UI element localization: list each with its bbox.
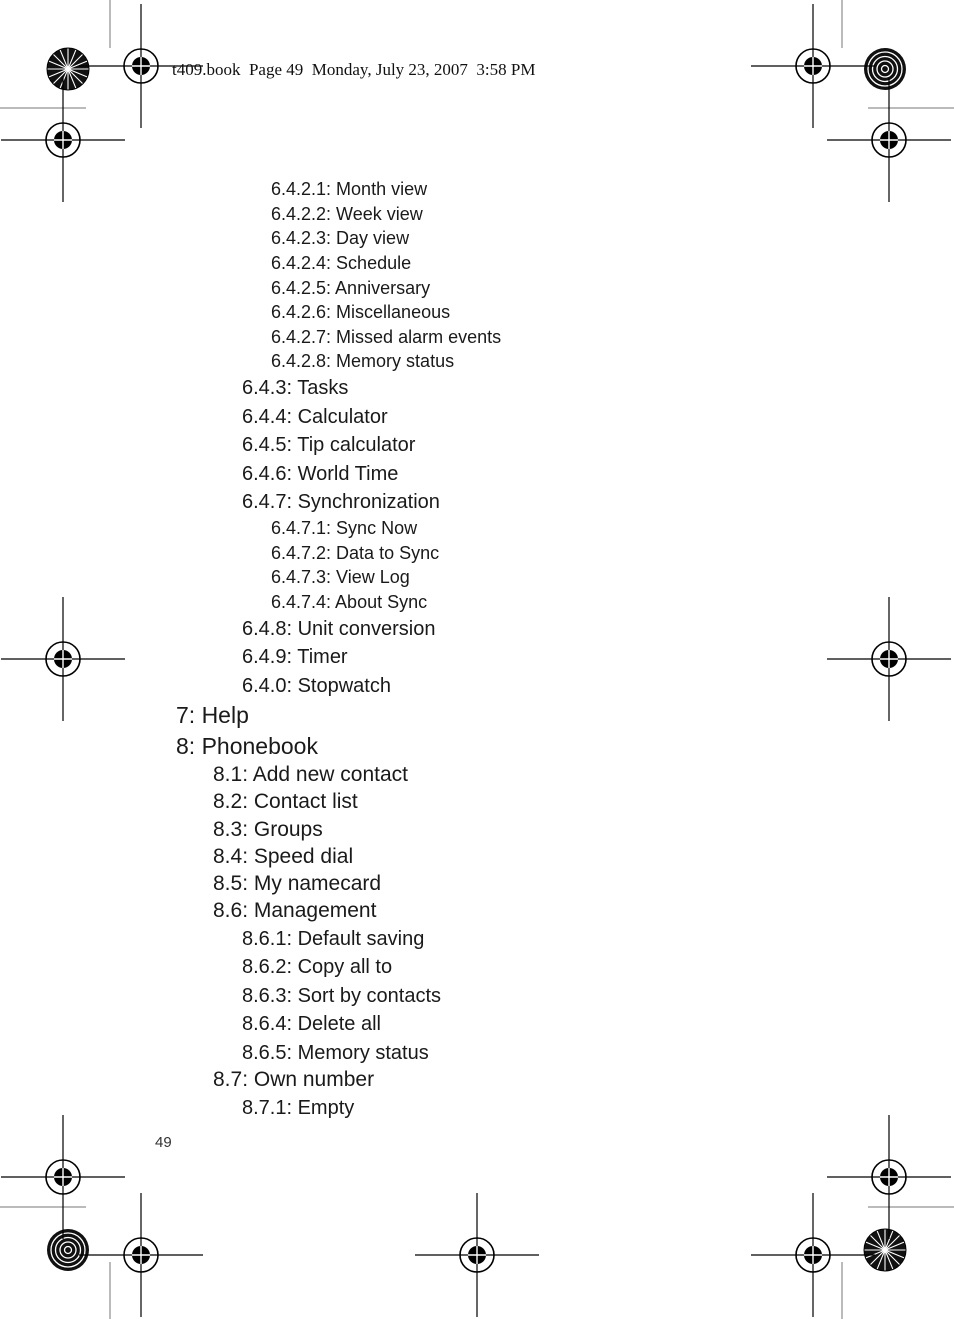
menu-item: 8.5: My namecard — [213, 872, 382, 895]
menu-item: 8.1: Add new contact — [213, 763, 408, 786]
menu-item: 6.4.7.1: Sync Now — [271, 518, 418, 538]
page-number: 49 — [155, 1134, 172, 1151]
menu-item: 6.4.2.4: Schedule — [271, 253, 412, 273]
menu-item: 6.4.2.7: Missed alarm events — [271, 327, 502, 347]
menu-item: 8.6.1: Default saving — [242, 928, 425, 950]
menu-item: 7: Help — [176, 702, 249, 728]
menu-item: 6.4.3: Tasks — [242, 377, 349, 399]
menu-item: 6.4.2.5: Anniversary — [271, 278, 431, 298]
menu-item: 8: Phonebook — [176, 733, 318, 759]
menu-item: 6.4.2.1: Month view — [271, 179, 428, 199]
menu-item: 6.4.4: Calculator — [242, 406, 388, 428]
menu-item: 6.4.0: Stopwatch — [242, 675, 391, 697]
menu-item: 6.4.7.3: View Log — [271, 567, 410, 587]
menu-item: 6.4.2.2: Week view — [271, 204, 423, 224]
menu-item: 6.4.8: Unit conversion — [242, 618, 436, 640]
menu-item: 8.2: Contact list — [213, 790, 358, 813]
menu-item: 6.4.2.8: Memory status — [271, 351, 455, 371]
menu-item: 6.4.9: Timer — [242, 646, 348, 668]
menu-item: 6.4.2.6: Miscellaneous — [271, 302, 451, 322]
menu-item: 8.6.3: Sort by contacts — [242, 985, 441, 1007]
menu-item: 8.6.2: Copy all to — [242, 956, 393, 978]
menu-item: 8.7.1: Empty — [242, 1097, 355, 1119]
menu-item: 8.6: Management — [213, 899, 377, 922]
menu-item: 6.4.7.4: About Sync — [271, 592, 428, 612]
menu-item: 6.4.2.3: Day view — [271, 228, 410, 248]
menu-item: 8.7: Own number — [213, 1068, 375, 1091]
menu-item: 8.4: Speed dial — [213, 845, 354, 868]
running-head: t409.book Page 49 Monday, July 23, 2007 3:58 PM — [172, 60, 536, 79]
menu-item: 6.4.5: Tip calculator — [242, 434, 416, 456]
menu-item: 8.6.5: Memory status — [242, 1042, 429, 1064]
menu-item: 8.3: Groups — [213, 818, 323, 841]
menu-item: 6.4.7.2: Data to Sync — [271, 543, 440, 563]
menu-item: 8.6.4: Delete all — [242, 1013, 381, 1035]
menu-item: 6.4.7: Synchronization — [242, 491, 440, 513]
menu-item: 6.4.6: World Time — [242, 463, 399, 485]
